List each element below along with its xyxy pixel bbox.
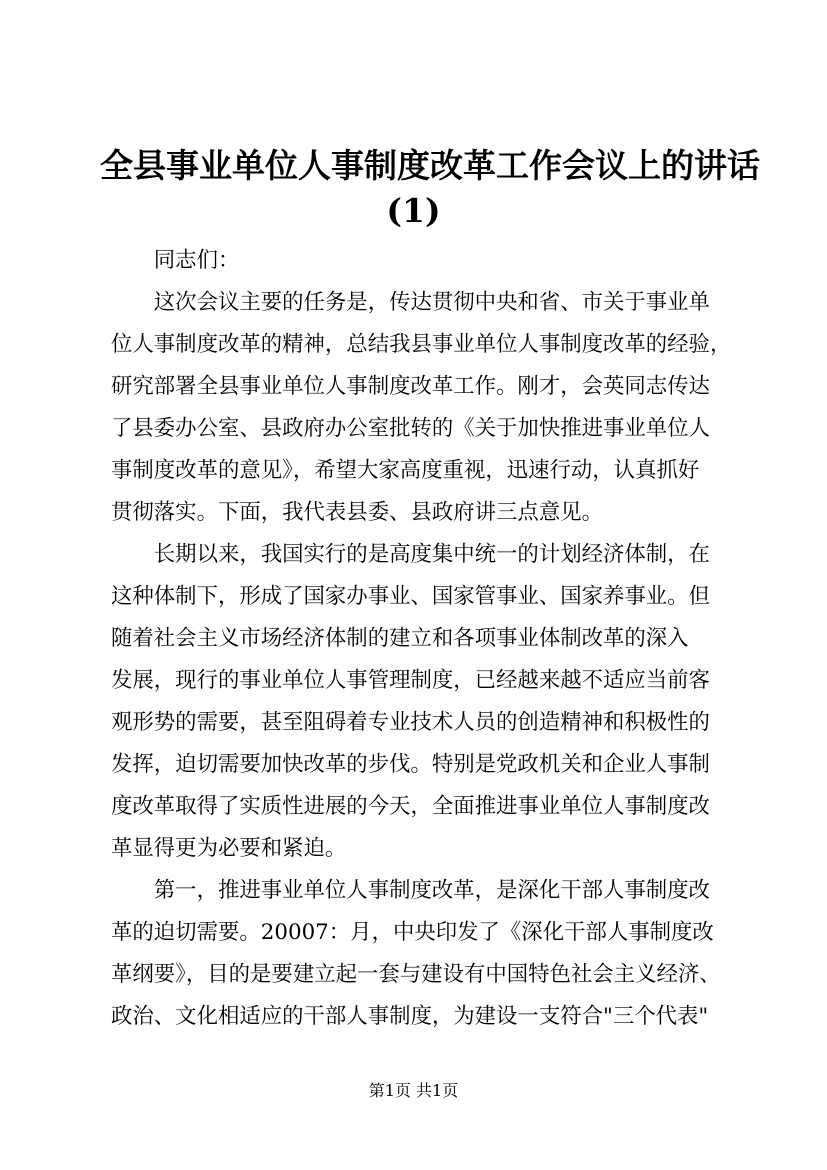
paragraph-line: 这次会议主要的任务是，传达贯彻中央和省、市关于事业单: [111, 290, 710, 315]
paragraph-line: 了县委办公室、县政府办公室批转的《关于加快推进事业单位人: [111, 416, 710, 441]
paragraph-line: 第一，推进事业单位人事制度改革，是深化干部人事制度改: [111, 878, 710, 903]
paragraph-line: 革纲要》，目的是要建立起一套与建设有中国特色社会主义经济、: [111, 962, 721, 987]
paragraph-line: 革显得更为必要和紧迫。: [111, 836, 347, 861]
document-title-line-2: (1): [386, 191, 441, 230]
paragraph-line: 同志们：: [111, 248, 240, 273]
paragraph-line: 发挥，迫切需要加快改革的步伐。特别是党政机关和企业人事制: [111, 752, 710, 777]
paragraph-line: 贯彻落实。下面，我代表县委、县政府讲三点意见。: [111, 500, 603, 525]
document-title-line-1: 全县事业单位人事制度改革工作会议上的讲话: [100, 146, 760, 185]
page-footer: 第1页 共1页: [368, 1081, 459, 1100]
paragraph-line: 革的迫切需要。20007：月，中央印发了《深化干部人事制度改: [111, 920, 714, 945]
paragraph-line: 政治、文化相适应的干部人事制度，为建设一支符合"三个代表": [111, 1004, 709, 1029]
paragraph-line: 发展，现行的事业单位人事管理制度，已经越来越不适应当前客: [111, 668, 710, 693]
paragraph-line: 长期以来，我国实行的是高度集中统一的计划经济体制，在: [111, 542, 710, 567]
paragraph-line: 观形势的需要，甚至阻碍着专业技术人员的创造精神和积极性的: [111, 710, 710, 735]
paragraph-line: 随着社会主义市场经济体制的建立和各项事业体制改革的深入: [111, 626, 689, 651]
paragraph-line: 研究部署全县事业单位人事制度改革工作。刚才，会英同志传达: [111, 374, 710, 399]
paragraph-line: 位人事制度改革的精神，总结我县事业单位人事制度改革的经验，: [111, 332, 732, 357]
paragraph-line: 事制度改革的意见》，希望大家高度重视，迅速行动，认真抓好: [111, 458, 700, 483]
paragraph-line: 这种体制下，形成了国家办事业、国家管事业、国家养事业。但: [111, 584, 710, 609]
paragraph-line: 度改革取得了实质性进展的今天，全面推进事业单位人事制度改: [111, 794, 710, 819]
